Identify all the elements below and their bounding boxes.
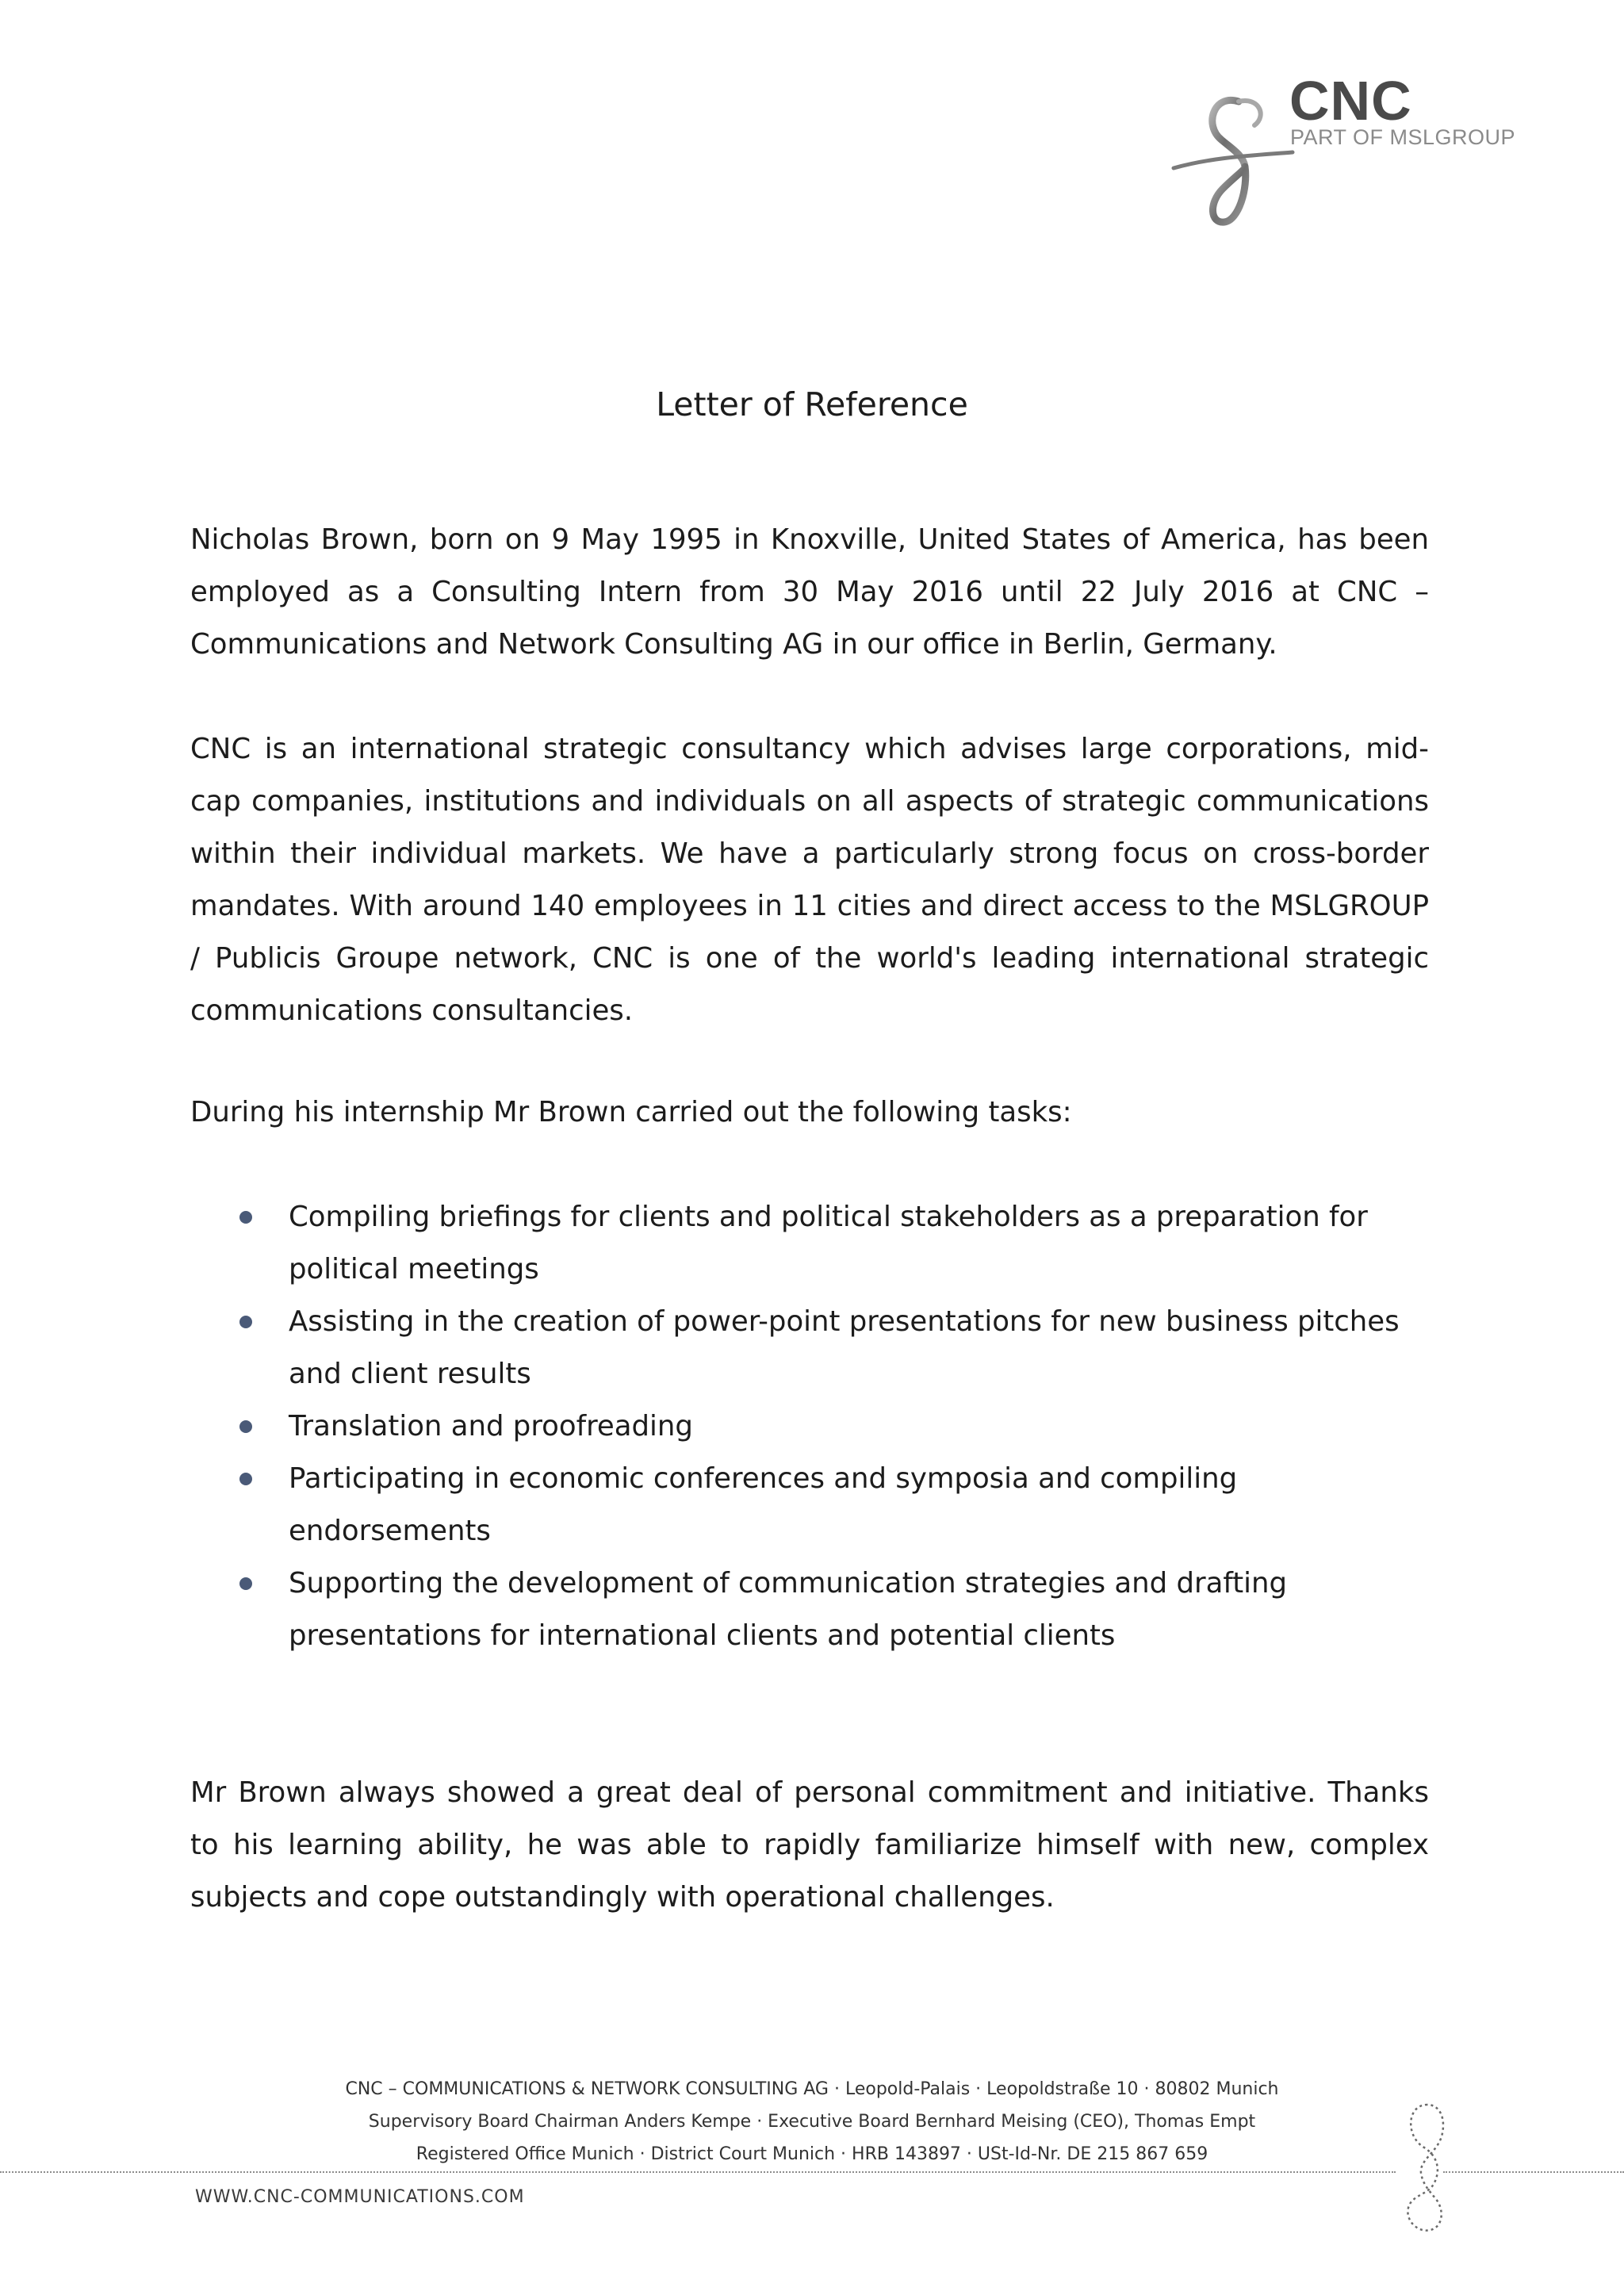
company-logo	[1166, 70, 1538, 236]
footer-address-line: CNC – COMMUNICATIONS & NETWORK CONSULTING AG · Leopold-Palais · Leopoldstraße 10 · 80802 Munich	[345, 2079, 1279, 2099]
task-item	[289, 1191, 1429, 1296]
letter-title: Letter of Reference	[656, 385, 968, 423]
task-list	[190, 1191, 1429, 1662]
tasks-intro-paragraph: During his internship Mr Brown carried out the following tasks:	[190, 1096, 1072, 1128]
bullet-icon	[239, 1316, 252, 1328]
closing-paragraph: Mr Brown always showed a great deal of personal commitment and initiative. Thanks to his learning ability, he was able to rapidly familiarize himself with new, complex subjects and cope outstandingly with operational challenges.	[190, 1776, 1429, 1914]
footer-registration-line: Registered Office Munich · District Court Munich · HRB 143897 · USt-Id-Nr. DE 215 867 659	[416, 2144, 1208, 2164]
letter-body	[190, 514, 1429, 1924]
bullet-icon	[239, 1577, 252, 1590]
company-paragraph: CNC is an international strategic consultancy which advises large corporations, mid-cap companies, institutions and individuals on all aspects of strategic communications within their individual markets. We have a particularly strong focus on cross-border mandates. With around 140 employees in 11 cities and direct access to the MSLGROUP / Publicis Groupe network, CNC is one of the world's leading international strategic communications consultancies.	[190, 733, 1429, 1027]
logo-tagline: PART OF MSLGROUP	[1290, 125, 1516, 149]
footer-website-link[interactable]: WWW.CNC-COMMUNICATIONS.COM	[195, 2187, 525, 2207]
footer-divider-right	[1443, 2171, 1624, 2173]
task-text: Compiling briefings for clients and political stakeholders as a preparation for political meetings	[289, 1201, 1368, 1285]
logo-wordmark: CNC	[1289, 70, 1412, 132]
task-item	[289, 1557, 1429, 1662]
task-item	[289, 1400, 1429, 1453]
task-text: Supporting the development of communication strategies and drafting presentations for international clients and potential clients	[289, 1567, 1288, 1652]
footer-ribbon-icon	[1389, 2097, 1461, 2239]
footer-board-line: Supervisory Board Chairman Anders Kempe · Executive Board Bernhard Meising (CEO), Thomas Empt	[368, 2112, 1256, 2132]
bullet-icon	[239, 1211, 252, 1224]
footer-company-info	[0, 2073, 1624, 2170]
task-text: Translation and proofreading	[289, 1410, 693, 1443]
task-text: Assisting in the creation of power-point presentations for new business pitches and client results	[289, 1305, 1400, 1390]
footer-divider	[0, 2171, 1396, 2173]
bullet-icon	[239, 1473, 252, 1485]
task-item	[289, 1453, 1429, 1557]
task-text: Participating in economic conferences and symposia and compiling endorsements	[289, 1462, 1238, 1547]
cnc-ribbon-logo-mark	[1166, 70, 1300, 236]
task-item	[289, 1296, 1429, 1400]
bullet-icon	[239, 1420, 252, 1433]
intro-paragraph: Nicholas Brown, born on 9 May 1995 in Knoxville, United States of America, has been employed as a Consulting Intern from 30 May 2016 until 22 July 2016 at CNC – Communications and Network Consulting AG in our office in Berlin, Germany.	[190, 523, 1429, 661]
